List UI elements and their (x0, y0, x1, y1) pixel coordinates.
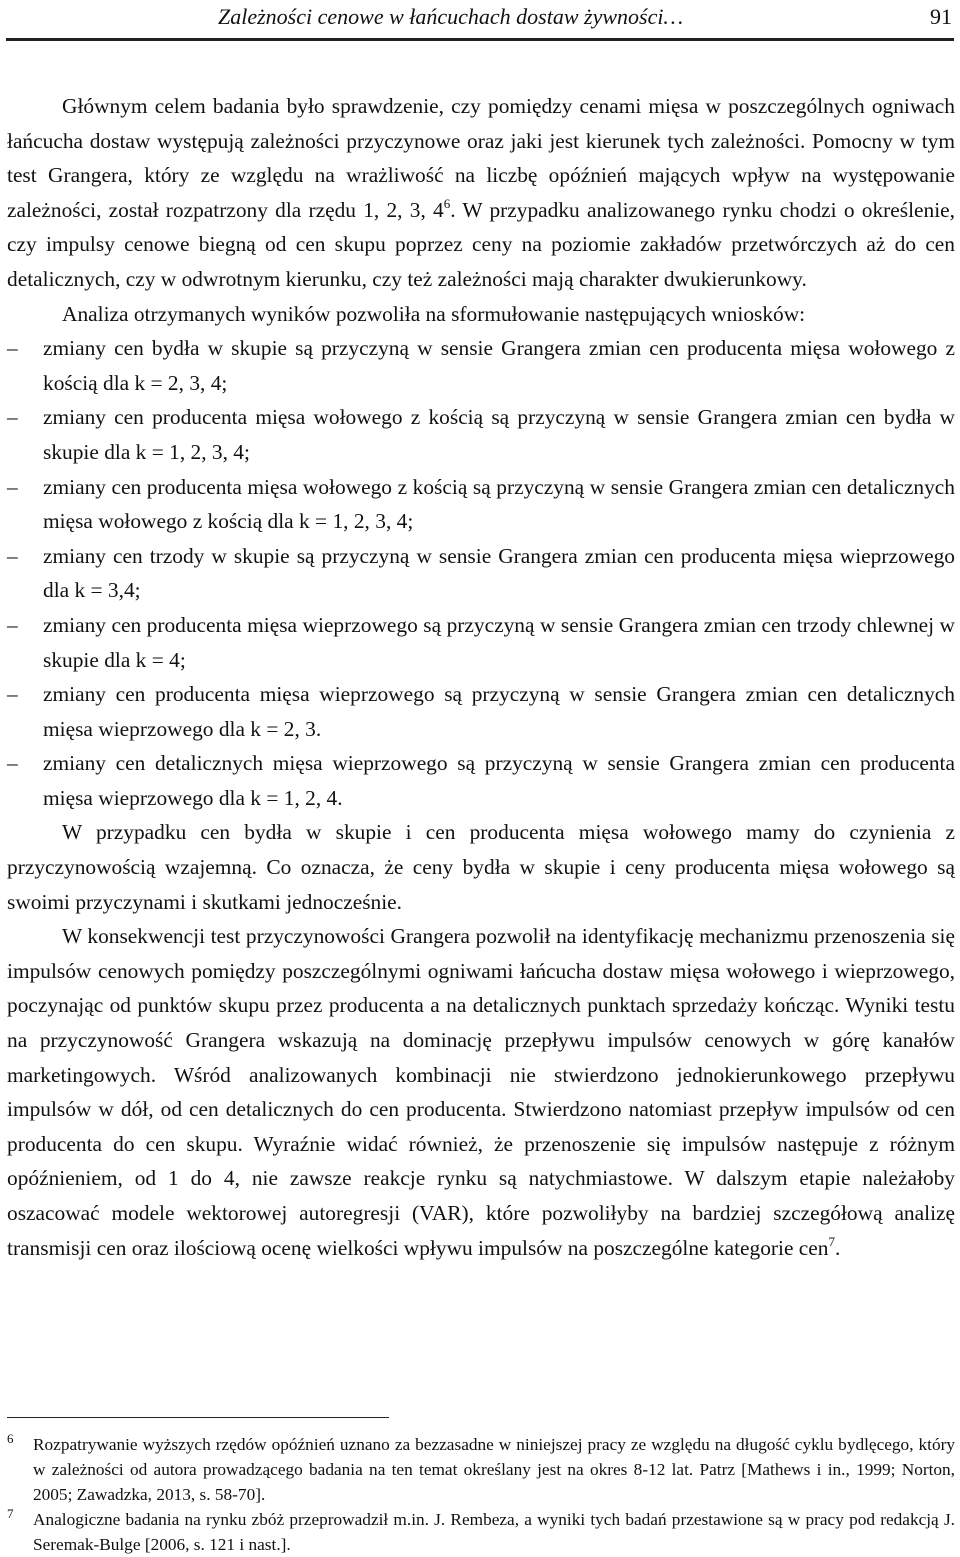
footnote (7, 1432, 955, 1507)
dash-bullet: – (7, 336, 18, 361)
footnote (7, 1507, 955, 1557)
footnote-ref[interactable]: 7 (828, 1233, 835, 1249)
footnote-number: 7 (7, 1506, 14, 1521)
footnote-rule (7, 1417, 389, 1418)
paragraph-text: . (835, 1235, 841, 1260)
list-item (7, 677, 955, 746)
list-item (7, 539, 955, 608)
paragraph: Analiza otrzymanych wyników pozwoliła na sformułowanie następujących wniosków: (62, 301, 806, 326)
list-item (7, 400, 955, 469)
dash-bullet: – (7, 405, 18, 430)
footnote-text: Analogiczne badania na rynku zbóż przeprowadził m.in. J. Rembeza, a wyniki tych badań przestawione są w pracy pod redakcją J. Seremak-Bulge [2006, s. 121 i nast.]. (33, 1510, 955, 1554)
main-text (7, 89, 955, 1265)
list-item (7, 608, 955, 677)
paragraph (7, 89, 955, 297)
dash-bullet: – (7, 612, 18, 637)
list-item-text: zmiany cen bydła w skupie są przyczyną w sensie Grangera zmian cen producenta mięsa wołowego z kością dla k = 2, 3, 4; (43, 336, 955, 395)
list-item-text: zmiany cen producenta mięsa wołowego z kością są przyczyną w sensie Grangera zmian cen detalicznych mięsa wołowego z kością dla k = 1, 2, 3, 4; (43, 474, 955, 534)
list-item (7, 331, 955, 400)
list-item (7, 470, 955, 539)
dash-bullet: – (7, 543, 18, 568)
list-item-text: zmiany cen trzody w skupie są przyczyną w sensie Grangera zmian cen producenta mięsa wieprzowego dla k = 3,4; (43, 543, 955, 603)
footnote-ref[interactable]: 6 (443, 195, 451, 211)
paragraph: W przypadku cen bydła w skupie i cen producenta mięsa wołowego mamy do czynienia z przyczynowością wzajemną. Co oznacza, że ceny bydła w skupie i ceny producenta mięsa wołowego są swoimi przyczynami i skutkami jednocześnie. (7, 820, 955, 914)
footnotes (7, 1432, 955, 1557)
dash-bullet: – (7, 682, 18, 707)
list-item-text: zmiany cen detalicznych mięsa wieprzowego są przyczyną w sensie Grangera zmian cen producenta mięsa wieprzowego dla k = 1, 2, 4. (43, 751, 955, 810)
list-item (7, 746, 955, 815)
paragraph-text: Głównym celem badania było sprawdzenie, czy pomiędzy cenami mięsa w poszczególnych ogniwach łańcucha dostaw występują zależności przyczynowe oraz jaki jest kierunek tych zależności. Pomocny w tym test Grangera, który ze względu na wrażliwość na liczbę opóźnień mających wpływ na występowanie zależności, został rozpatrzony dla rzędu 1, 2, 3, 4 (7, 94, 955, 222)
footnote-text: Rozpatrywanie wyższych rzędów opóźnień uznano za bezzasadne w niniejszej pracy ze względu na długość cyklu bydlęcego, który w zależności od autora prowadzącego badania na ten temat określany jest na okres 8-12 lat. Patrz [Mathews i in., 1999; Norton, 2005; Zawadzka, 2013, s. 58-70]. (33, 1435, 955, 1504)
page-number: 91 (930, 4, 952, 29)
conclusions-list (7, 331, 955, 815)
header-rule (6, 38, 954, 41)
dash-bullet: – (7, 751, 18, 776)
list-item-text: zmiany cen producenta mięsa wieprzowego są przyczyną w sensie Grangera zmian cen detalicznych mięsa wieprzowego dla k = 2, 3. (43, 682, 955, 741)
paragraph (7, 919, 955, 1265)
list-item-text: zmiany cen producenta mięsa wołowego z kością są przyczyną w sensie Grangera zmian cen bydła w skupie dla k = 1, 2, 3, 4; (43, 405, 955, 464)
dash-bullet: – (7, 474, 18, 499)
running-title: Zależności cenowe w łańcuchach dostaw żywności… (218, 4, 684, 29)
footnote-number: 6 (7, 1431, 14, 1446)
list-item-text: zmiany cen producenta mięsa wieprzowego są przyczyną w sensie Grangera zmian cen trzody chlewnej w skupie dla k = 4; (43, 612, 955, 672)
running-header (0, 0, 960, 42)
paragraph-text: W konsekwencji test przyczynowości Grangera pozwolił na identyfikację mechanizmu przenoszenia się impulsów cenowych pomiędzy poszczególnymi ogniwami łańcucha dostaw mięsa wołowego i wieprzowego, poczynając od punktów skupu przez producenta a na detalicznych punktach sprzedaży kończąc. Wyniki testu na przyczynowość Grangera wskazują na dominację przepływu impulsów cenowych w górę kanałów marketingowych. Wśród analizowanych kombinacji nie stwierdzono jednokierunkowego przepływu impulsów w dół, od cen detalicznych do cen producenta. Stwierdzono natomiast przepływ impulsów od cen producenta do cen skupu. Wyraźnie widać również, że przenoszenie się impulsów następuje z różnym opóźnieniem, od 1 do 4, nie zawsze reakcje rynku są natychmiastowe. W dalszym etapie należałoby oszacować modele wektorowej autoregresji (VAR), które pozwoliłyby na bardziej szczegółową analizę transmisji cen oraz ilościową ocenę wielkości wpływu impulsów na poszczególne kategorie cen (7, 924, 955, 1260)
paragraph-text: . W przypadku analizowanego rynku chodzi o określenie, czy impulsy cenowe biegną od cen skupu poprzez ceny na poziomie zakładów przetwórczych aż do cen detalicznych, czy w odwrotnym kierunku, czy też zależności mają charakter dwukierunkowy. (7, 197, 956, 291)
